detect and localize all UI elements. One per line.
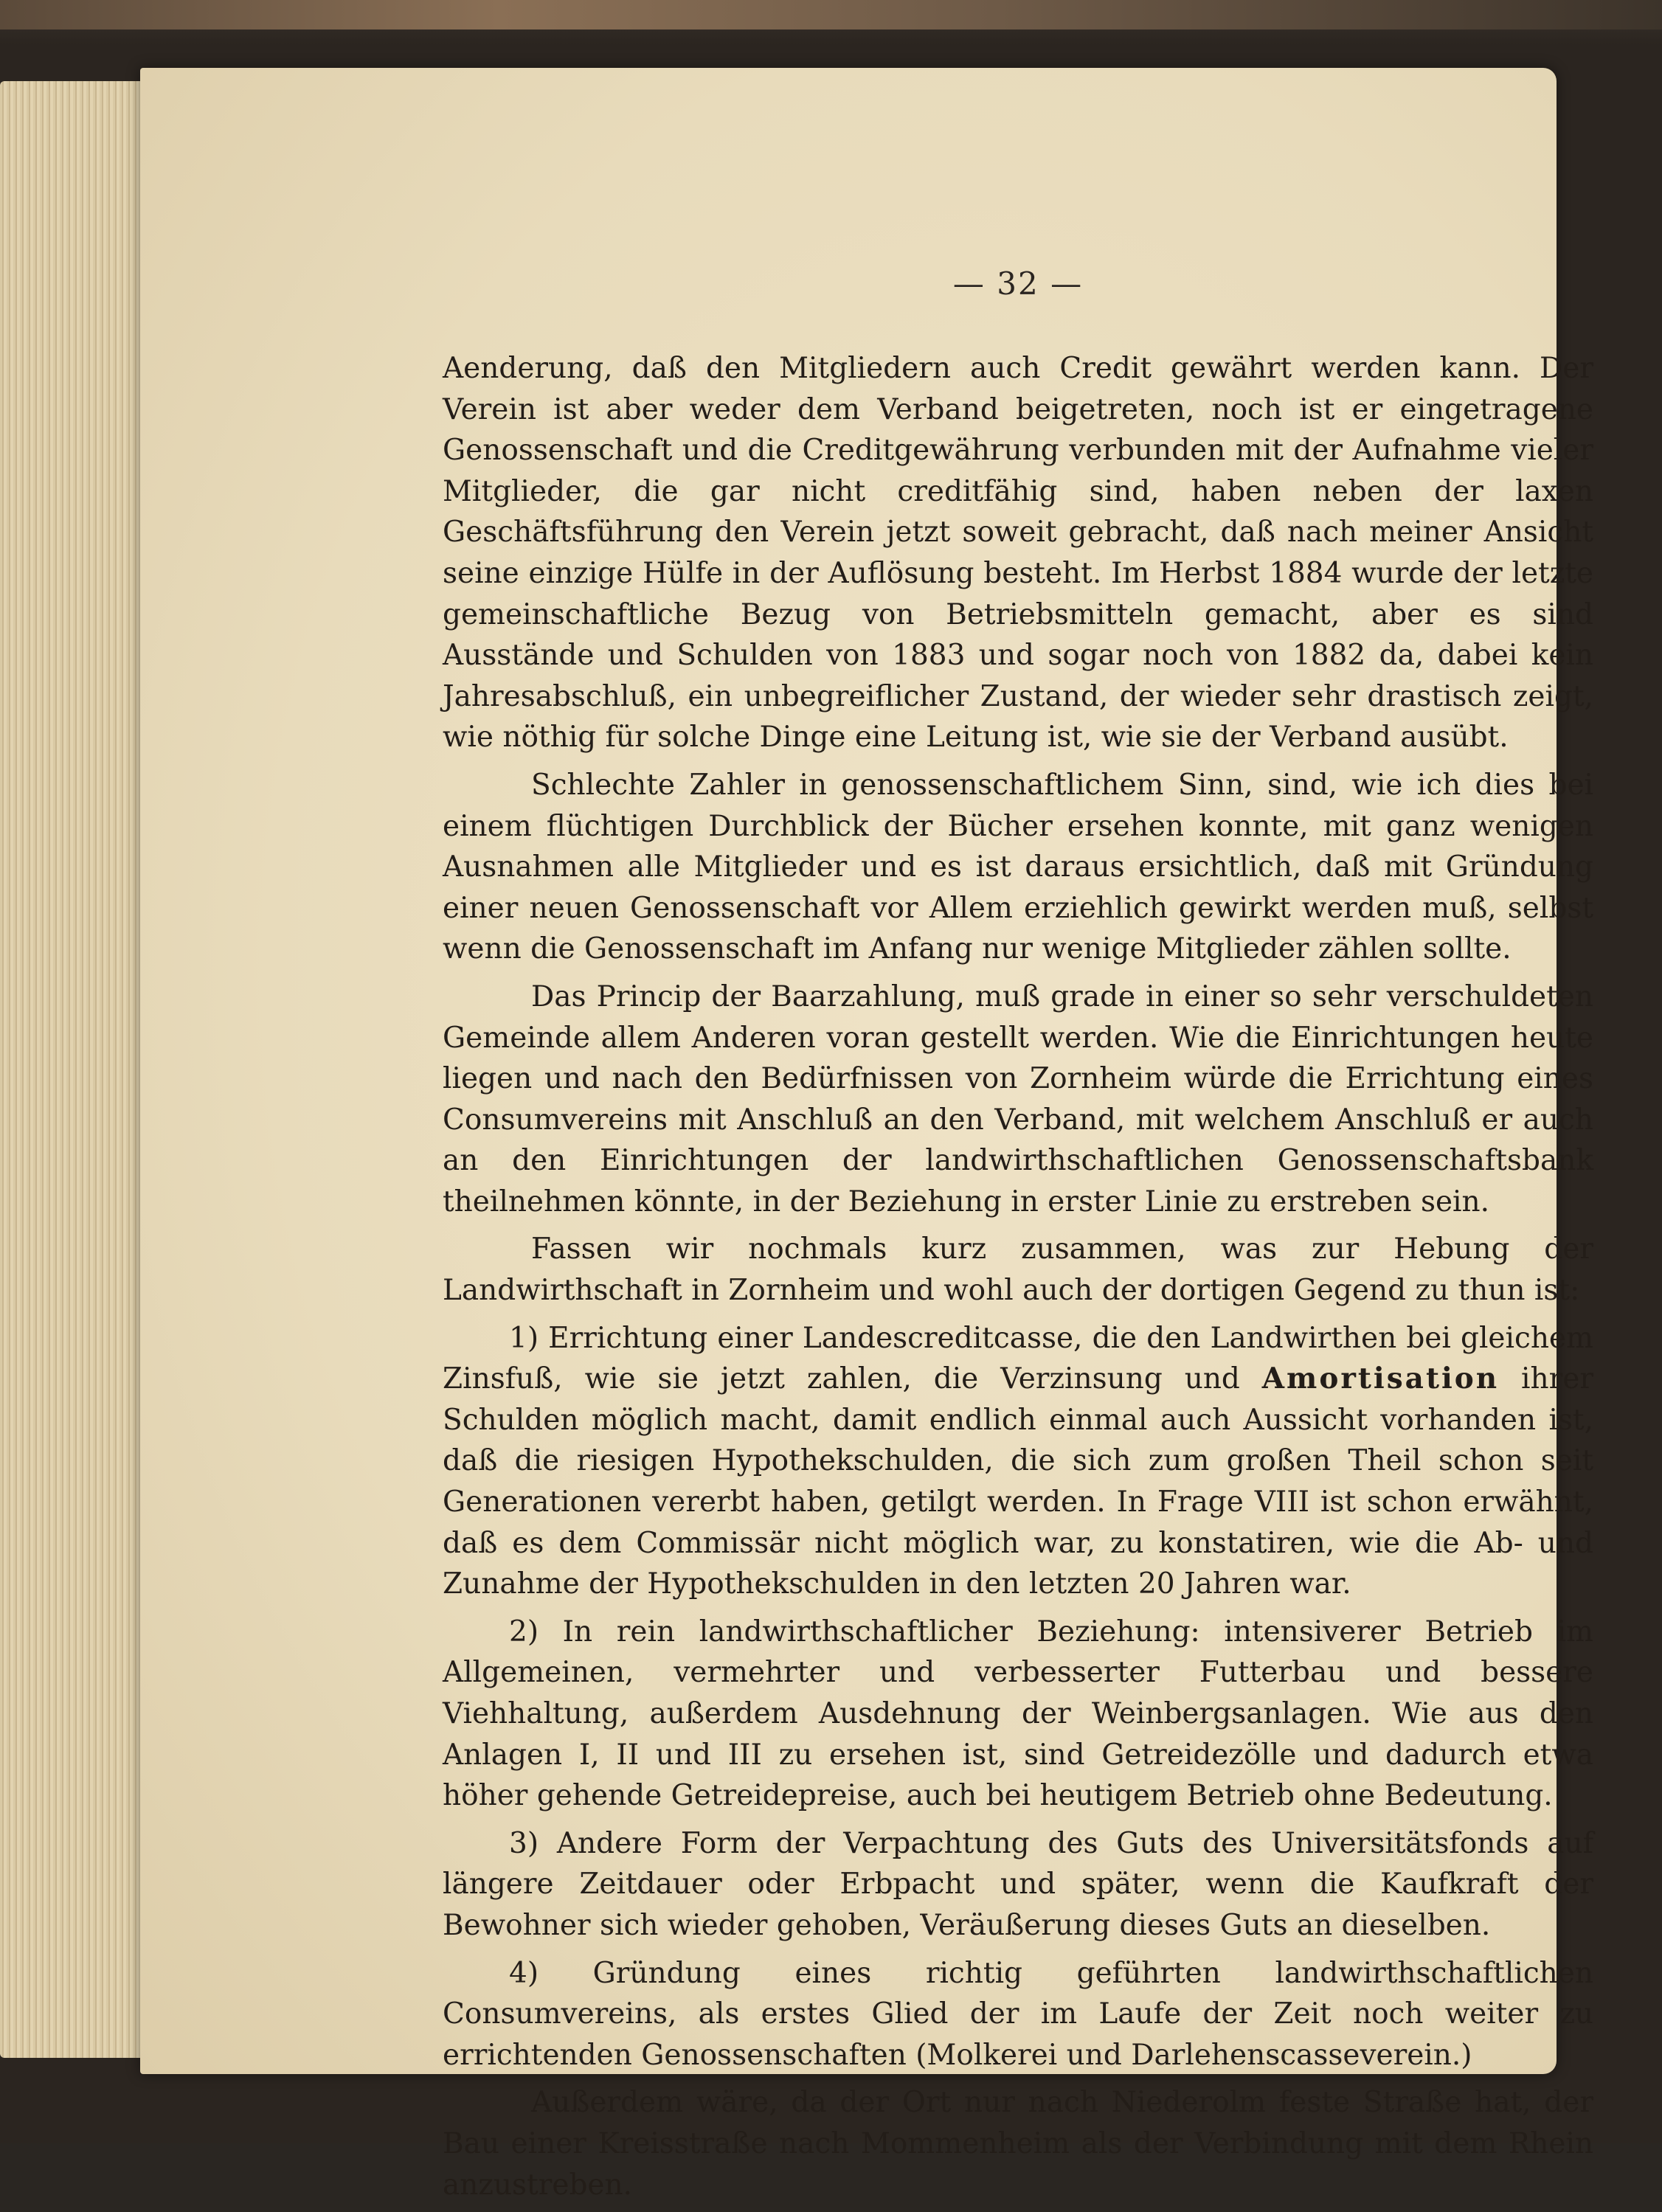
page-number: — 32 —	[952, 266, 1084, 302]
list-item-1-text-a: 1) Errichtung einer Landescreditcasse, die den Landwirthen bei gleichem Zinsfuß, wie sie jetzt zahlen, die Verzinsung und	[443, 1321, 1593, 1396]
book-cover-edge	[0, 0, 1662, 30]
book-page	[140, 68, 1593, 2202]
paragraph-schlechte-zahler: Schlechte Zahler in genossenschaftlichem Sinn, sind, wie ich dies bei einem flüchtigen Durchblick der Bücher ersehen konnte, mit ganz wenigen Ausnahmen alle Mitglieder und es ist daraus ersichtlich, daß mit Gründung einer neuen Genossenschaft vor Allem erziehlich gewirkt werden muß, selbst wenn die Genossenschaft im Anfang nur wenige Mitglieder zählen sollte.	[443, 768, 1593, 966]
list-item-4: 4) Gründung eines richtig geführten landwirthschaftlichen Consumvereins, als erstes Glied der im Laufe der Zeit noch weiter zu errichtenden Genossenschaften (Molkerei und Darlehenscasseverein.)	[443, 1956, 1593, 2072]
list-item-1-emphasis: Amortisation	[1261, 1362, 1500, 1396]
paragraph-kreisstrasse: Außerdem wäre, da der Ort nur nach Niederolm feste Straße hat, der Bau einer Kreisstraße nach Mommenheim als der Verbindung mit dem Rhein anzustreben.	[443, 2086, 1593, 2202]
list-item-1-text-b: ihrer Schulden möglich macht, damit endlich einmal auch Aussicht vorhanden ist, daß die riesigen Hypothekschulden, die sich zum großen Theil schon seit Generationen vererbt haben, getilgt werden. In Frage VIII ist schon erwähnt, daß es dem Commissär nicht möglich war, zu konstatiren, wie die Ab- und Zunahme der Hypothekschulden in den letzten 20 Jahren war.	[443, 1362, 1593, 1601]
paragraph-zusammenfassung: Fassen wir nochmals kurz zusammen, was zur Hebung der Landwirthschaft in Zornheim und wohl auch der dortigen Gegend zu thun ist:	[443, 1232, 1593, 1308]
paragraph-continuation: Aenderung, daß den Mitgliedern auch Credit gewährt werden kann. Der Verein ist aber weder dem Verband beigetreten, noch ist er eingetragene Genossenschaft und die Creditgewährung verbunden mit der Aufnahme vieler Mitglieder, die gar nicht creditfähig sind, haben neben der laxen Geschäftsführung den Verein jetzt soweit gebracht, daß nach meiner Ansicht seine einzige Hülfe in der Auflösung besteht. Im Herbst 1884 wurde der letzte gemeinschaftliche Bezug von Betriebsmitteln gemacht, aber es sind Ausstände und Schulden von 1883 und sogar noch von 1882 da, dabei kein Jahresabschluß, ein unbegreiflicher Zustand, der wieder sehr drastisch zeigt, wie nöthig für solche Dinge eine Leitung ist, wie sie der Verband ausübt.	[443, 352, 1593, 755]
list-item-1	[443, 1318, 1593, 1605]
list-item-3: 3) Andere Form der Verpachtung des Guts des Universitätsfonds auf längere Zeitdauer oder Erbpacht und später, wenn die Kaufkraft der Bewohner sich wieder gehoben, Veräußerung dieses Guts an dieselben.	[443, 1826, 1593, 1942]
list-item-2: 2) In rein landwirthschaftlicher Beziehung: intensiverer Betrieb im Allgemeinen, vermehrter und verbesserter Futterbau und bessere Viehhaltung, außerdem Ausdehnung der Weinbergsanlagen. Wie aus den Anlagen I, II und III zu ersehen ist, sind Getreidezölle und dadurch etwa höher gehende Getreidepreise, auch bei heutigem Betrieb ohne Bedeutung.	[443, 1615, 1593, 1813]
body-text	[443, 348, 1593, 2212]
paragraph-princip-baarzahlung: Das Princip der Baarzahlung, muß grade in einer so sehr verschuldeten Gemeinde allem Anderen voran gestellt werden. Wie die Einrichtungen heute liegen und nach den Bedürfnissen von Zornheim würde die Errichtung eines Consumvereins mit Anschluß an den Verband, mit welchem Anschluß er auch an den Einrichtungen der landwirthschaftlichen Genossenschaftsbank theilnehmen könnte, in der Beziehung in erster Linie zu erstreben sein.	[443, 980, 1593, 1218]
